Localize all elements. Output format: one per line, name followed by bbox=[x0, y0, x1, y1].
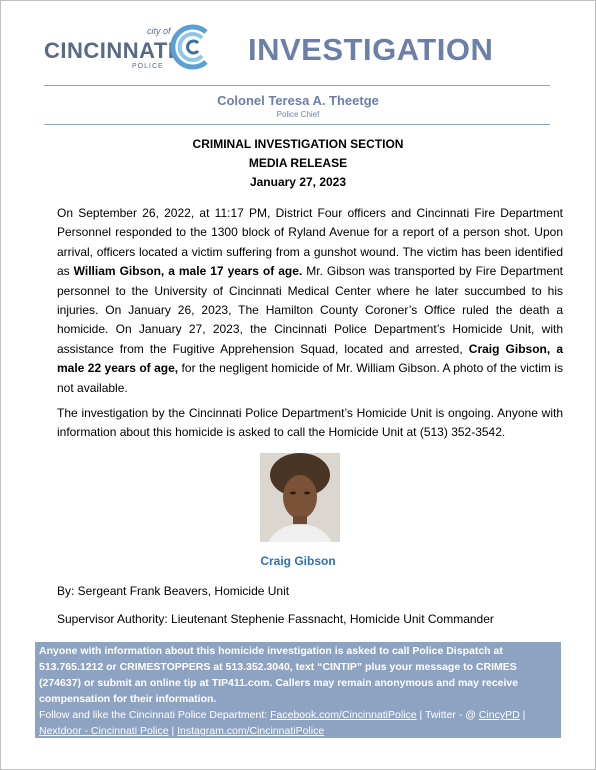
paragraph-text: On September 26, 2022, at 11:17 PM, District Four officers and Cincinnati Fire Department Personnel responded to the 1300 block of Ryland Avenue for a report of a person shot. Upon arrival, officers located a victim suffering from a gunshot wound. The victim has been identified as bbox=[57, 206, 563, 279]
body-paragraph-2: The investigation by the Cincinnati Police Department’s Homicide Unit is ongoing. Anyone with information about this homicide is asked to call the Homicide Unit at (513) 352-3542. bbox=[57, 406, 563, 440]
footer-separator: | bbox=[168, 725, 178, 737]
footer-tip-text: Anyone with information about this homicide investigation is asked to call Police Dispatch at 513.765.1212 or CRIMESTOPPERS at 513.352.3040, text “CINTIP” plus your message to CRIMES (274637) or submit an online tip at TIP411.com. Callers may remain anonymous and may receive compensation for their information. bbox=[39, 645, 519, 705]
paragraph-text: Mr. Gibson was transported by Fire Department personnel to the University of Cincinnati Medical Center where he later succumbed to his injuries. On January 26, 2023, The Hamilton County Coroner’s Office ruled the death a homicide. On January 27, 2023, the Cincinnati Police Department’s Homicide Unit, with assistance from the Fugitive Apprehension Squad, located and arrested, bbox=[57, 264, 563, 356]
logo-c-emblem-icon bbox=[170, 22, 214, 72]
section-heading: CRIMINAL INVESTIGATION SECTION bbox=[192, 137, 404, 151]
photo-caption: Craig Gibson bbox=[260, 554, 336, 568]
logo-city-of: city of bbox=[147, 26, 171, 36]
facebook-link[interactable]: Facebook.com/CincinnatiPolice bbox=[270, 709, 417, 721]
cincinnati-police-logo bbox=[44, 28, 214, 74]
paragraph-text: for the negligent homicide of Mr. William Gibson. A photo of the victim is not available. bbox=[57, 361, 563, 395]
release-type: MEDIA RELEASE bbox=[248, 156, 348, 170]
body-paragraph-1 bbox=[57, 204, 563, 398]
logo-name: CINCINNATI bbox=[44, 38, 175, 63]
suspect-photo bbox=[260, 453, 340, 542]
author-line: By: Sergeant Frank Beavers, Homicide Unit bbox=[57, 584, 290, 598]
supervisor-line: Supervisor Authority: Lieutenant Stephenie Fassnacht, Homicide Unit Commander bbox=[57, 612, 494, 626]
victim-name: William Gibson, a male 17 years of age. bbox=[73, 264, 303, 279]
chief-title: Police Chief bbox=[276, 110, 320, 119]
release-date: January 27, 2023 bbox=[249, 175, 347, 189]
page-title: INVESTIGATION bbox=[248, 32, 494, 67]
footer-separator: | Twitter - @ bbox=[416, 709, 479, 721]
footer-separator: | bbox=[519, 709, 526, 721]
twitter-link[interactable]: CincyPD bbox=[478, 709, 520, 721]
footer-social-links bbox=[39, 707, 557, 739]
suspect-name: Craig Gibson, a male 22 years of age, bbox=[57, 341, 563, 376]
nextdoor-link[interactable]: Nextdoor - Cincinnati Police bbox=[39, 725, 169, 737]
footer-follow-label: Follow and like the Cincinnati Police Department: bbox=[39, 709, 271, 721]
header-divider-top bbox=[44, 85, 550, 86]
instagram-link[interactable]: Instagram.com/CincinnatiPolice bbox=[177, 725, 325, 737]
contact-footer bbox=[35, 642, 561, 738]
chief-name: Colonel Teresa A. Theetge bbox=[217, 93, 379, 108]
suspect-photo-image bbox=[260, 453, 340, 542]
logo-police: POLICE bbox=[132, 63, 164, 70]
header-divider-bottom bbox=[44, 124, 550, 125]
